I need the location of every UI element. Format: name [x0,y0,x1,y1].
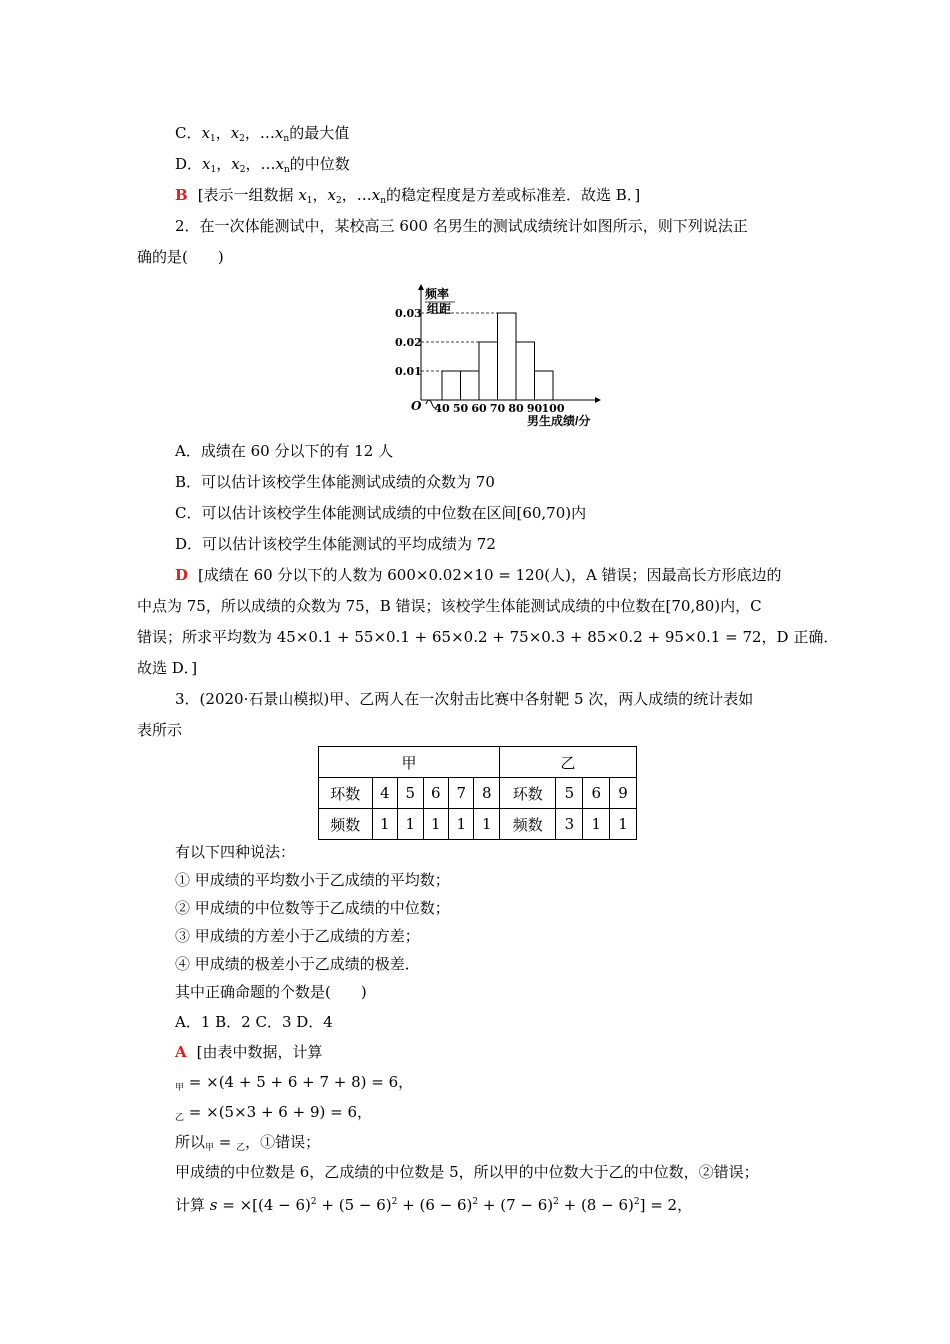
q2-option-a: A．成绩在 60 分以下的有 12 人 [175,442,394,460]
q3-statement-2: ② 甲成绩的中位数等于乙成绩的中位数； [175,899,450,917]
histogram-chart [395,282,605,432]
y-axis-arrow [418,284,424,290]
y-tick-label: 0.02 [395,336,422,349]
table-cell: 6 [423,778,448,809]
x-tick-label: 50 [452,402,469,415]
table-cell: 频数 [319,809,373,840]
table-cell: 5 [398,778,423,809]
table-cell: 8 [474,778,500,809]
q2-answer-line2: 中点为 75，所以成绩的众数为 75，B 错误；该校学生体能测试成绩的中位数在[70,80)内，C [137,597,762,615]
origin-label: O [411,399,422,413]
table-head-jia: 甲 [319,747,500,778]
option-d: D．$x_1$，$x_2$，$\dots x_n$的中位数 [175,155,350,175]
q3-statement-4: ④ 甲成绩的极差小于乙成绩的极差． [175,955,420,973]
q3-statement-3: ③ 甲成绩的方差小于乙成绩的方差； [175,927,420,945]
table-cell: 5 [556,778,583,809]
score-table [318,746,637,840]
q2-option-d: D．可以估计该校学生体能测试的平均成绩为 72 [175,535,496,553]
answer-letter: D [175,566,189,584]
table-cell: 6 [583,778,610,809]
x-tick-label: 100 [541,402,565,415]
q3-mean-jia: $_甲$ = ×(4 + 5 + 6 + 7 + 8) = 6， [175,1073,414,1093]
histogram-bar [535,371,554,400]
y-label-top: 频率 [425,287,450,301]
q3-statement-1: ① 甲成绩的平均数小于乙成绩的平均数； [175,871,450,889]
table-cell: 1 [610,809,637,840]
q3-mean-yi: $_乙$ = ×(5×3 + 6 + 9) = 6， [175,1103,372,1123]
q3-question: 其中正确命题的个数是( ) [175,983,367,1001]
table-cell: 1 [372,809,397,840]
answer-letter: B [175,186,188,204]
table-cell: 7 [449,778,474,809]
x-tick-label: 40 [434,402,450,415]
y-tick-label: 0.01 [395,365,422,378]
histogram-bar [479,342,498,400]
q2-answer-line3: 错误；所求平均数为 45×0.1 + 55×0.1 + 65×0.2 + 75×0.3 + 85×0.2 + 95×0.1 = 72，D 正确． [137,628,839,646]
q2-option-b: B．可以估计该校学生体能测试成绩的众数为 70 [175,473,495,491]
q2-answer-line4: 故选 D．] [137,659,198,677]
q2-stem-line2: 确的是( ) [137,248,224,266]
table-cell: 3 [556,809,583,840]
table-row [319,778,637,809]
histogram-bar [516,342,535,400]
x-tick-label: 60 [471,402,487,415]
q2-option-c: C．可以估计该校学生体能测试成绩的中位数在区间[60,70)内 [175,504,587,522]
y-tick-label: 0.03 [395,307,422,320]
table-cell: 9 [610,778,637,809]
q2-stem-line1: 2．在一次体能测试中，某校高三 600 名男生的测试成绩统计如图所示，则下列说法正 [175,217,748,235]
q3-answer-line1: A [由表中数据，计算 [175,1043,323,1061]
table-cell: 环数 [500,778,556,809]
option-c: C．$x_1$，$x_2$，$\dots x_n$的最大值 [175,124,350,144]
q3-variance-line: 计算 $s = \times[(4 - 6)^2 + (5 - 6)^2 + (6 - 6)^2 + (7 - 6)^2 + (8 - 6)^2] = 2$， [175,1196,693,1214]
table-cell: 环数 [319,778,373,809]
histogram-bar [442,371,461,400]
table-cell: 4 [372,778,397,809]
q3-median-line: 甲成绩的中位数是 6，乙成绩的中位数是 5，所以甲的中位数大于乙的中位数，②错误； [175,1163,759,1181]
q2-answer-line1: D [成绩在 60 分以下的人数为 600×0.02×10 = 120(人)，A 错误；因最高长方形底边的 [175,566,782,584]
y-label-bottom: 组距 [427,302,452,316]
answer-1: B [表示一组数据 $x_1$，$x_2$，$\dots x_n$的稳定程度是方差或标准差．故选 B．] [175,186,641,206]
answer-letter: A [175,1043,187,1061]
x-tick-label: 70 [489,402,506,415]
table-row [319,747,637,778]
histogram-bar [498,313,517,400]
table-row [319,809,637,840]
table-cell: 频数 [500,809,556,840]
table-head-yi: 乙 [500,747,637,778]
q3-stem-line2: 表所示 [137,721,183,739]
table-cell: 1 [423,809,448,840]
x-tick-label: 80 [508,402,524,415]
x-axis-label: 男生成绩/分 [527,414,591,428]
q3-statements-intro: 有以下四种说法： [175,843,296,861]
x-axis-arrow [595,397,601,403]
table-cell: 1 [449,809,474,840]
table-cell: 1 [474,809,500,840]
q3-stem-line1: 3．(2020·石景山模拟)甲、乙两人在一次射击比赛中各射靶 5 次，两人成绩的统计表如 [175,690,754,708]
x-tick-label: 90 [526,402,543,415]
table-cell: 1 [398,809,423,840]
table-cell: 1 [583,809,610,840]
q3-options: A．1 B．2 C．3 D．4 [175,1013,333,1031]
histogram-bar [461,371,480,400]
q3-mean-compare: 所以$_甲$ = $_乙$，①错误； [175,1133,321,1153]
